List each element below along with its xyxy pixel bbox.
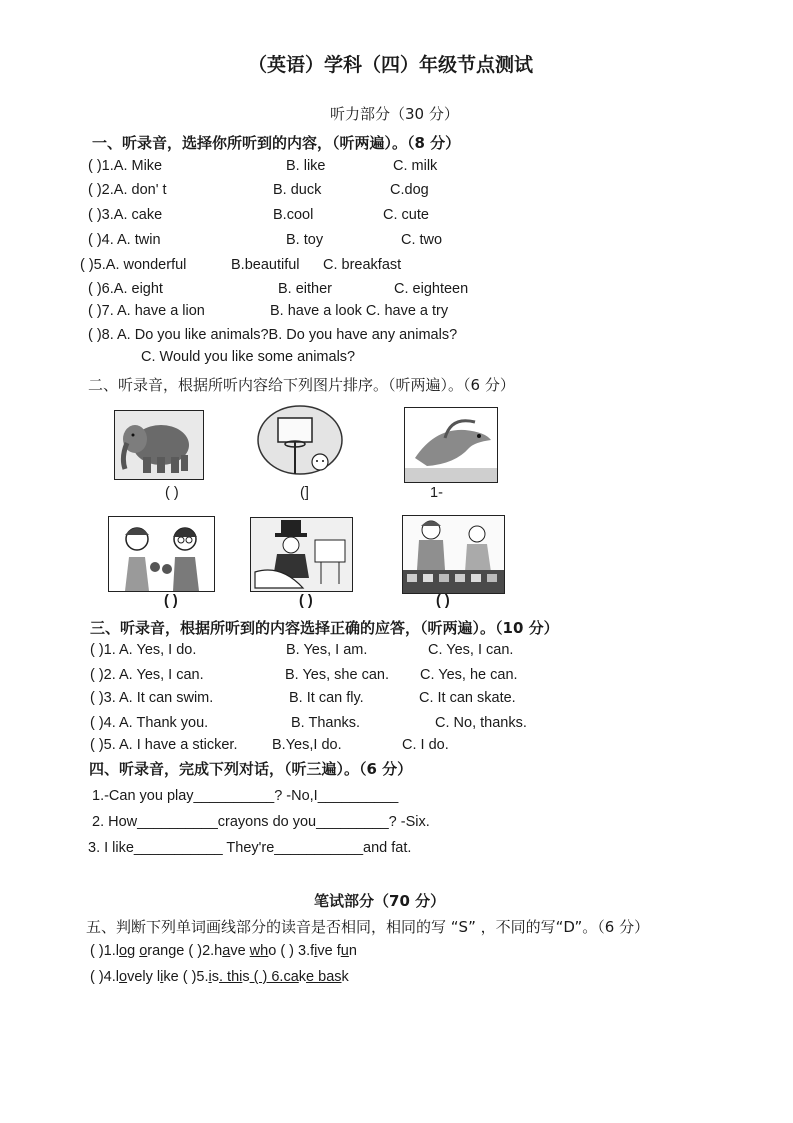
- pic-label-5: ( ): [299, 593, 313, 609]
- s5-l2-t11: ( ) 6.ca: [249, 969, 299, 985]
- s1-q6-b: B. either: [278, 281, 332, 297]
- s5-l2-t3: vely: [127, 969, 157, 985]
- s1-q8-b: C. Would you like some animals?: [141, 349, 356, 365]
- s1-q2: ( )2.A. don' t: [88, 182, 167, 198]
- s3-q1: ( )1. A. Yes, I do.: [90, 642, 197, 658]
- s3-q4-c: C. No, thanks.: [435, 715, 527, 731]
- s1-q3: ( )3.A. cake: [88, 207, 163, 223]
- s5-l2-t8: s: [211, 969, 219, 985]
- s5-l2-t6: ke ( )5.: [163, 969, 209, 985]
- s3-q3: ( )3. A. It can swim.: [90, 690, 214, 706]
- s5-l1-t15: f: [336, 943, 341, 959]
- s5-l1-t9: w: [249, 943, 261, 959]
- s3-q2: ( )2. A. Yes, I can.: [90, 667, 204, 683]
- pic-label-4: ( ): [164, 593, 178, 609]
- pic-label-3: 1-: [430, 485, 443, 501]
- s5-l1-t13: i: [314, 943, 318, 959]
- written-header: 笔试部分（70 分）: [314, 892, 446, 910]
- s3-q5-b: B.Yes,I do.: [272, 737, 342, 753]
- s1-q6-c: C. eighteen: [394, 281, 469, 297]
- s1-q7-b: B. have a look C. have a try: [270, 303, 449, 319]
- pic-label-1: ( ): [165, 485, 179, 501]
- s1-q3-c: C. cute: [383, 207, 429, 223]
- s5-l1-t5: range ( )2.: [147, 943, 215, 959]
- s5-l1-t7: a: [222, 943, 231, 959]
- s3-q5: ( )5. A. I have a sticker.: [90, 737, 238, 753]
- section-5-heading: 五、判断下列单词画线部分的读音是否相同，相同的写 “S” ，不同的写“D”。（6 分）: [86, 918, 650, 936]
- s3-q3-c: C. It can skate.: [419, 690, 516, 706]
- s5-l2-t9: . thi: [219, 969, 243, 985]
- s1-q5-c: C. breakfast: [323, 257, 402, 273]
- s5-l2-t5: i: [160, 969, 164, 985]
- s5-l1-t1: l: [115, 943, 120, 959]
- s1-q3-b: B.cool: [273, 207, 314, 223]
- s5-l1-t3: g: [127, 943, 140, 959]
- s5-l2-t7: i: [208, 969, 212, 985]
- magician-picture: [250, 517, 353, 592]
- s5-l2-t0: ( )4.: [90, 969, 116, 985]
- s3-q4: ( )4. A. Thank you.: [90, 715, 209, 731]
- s3-q2-b: B. Yes, she can.: [285, 667, 389, 683]
- s5-l2-t10: s: [242, 969, 250, 985]
- s5-l1-t10: h: [260, 943, 269, 959]
- pic-label-6: ( ): [436, 593, 450, 609]
- s5-l1-t0: ( )1.: [90, 943, 116, 959]
- section-2-heading: 二、听录音，根据所听内容给下列图片排序。（听两遍）。（6 分）: [88, 376, 515, 394]
- s5-line-1: [90, 943, 357, 959]
- s1-q4-b: B. toy: [286, 232, 324, 248]
- s1-q1-c: C. milk: [393, 158, 438, 174]
- s3-q1-c: C. Yes, I can.: [428, 642, 514, 658]
- s1-q1: ( )1.A. Mike: [88, 158, 163, 174]
- s5-l1-t11: o ( ) 3.: [268, 943, 311, 959]
- s5-l2-t13: e bas: [306, 969, 342, 985]
- s5-l1-t16: u: [340, 943, 349, 959]
- s5-l2-t14: k: [341, 969, 349, 985]
- s4-line-2: 2. How__________crayons do you_________? -Six.: [92, 814, 430, 830]
- s5-line-2: [90, 969, 349, 985]
- girls-with-flowers-picture: [108, 516, 215, 592]
- shop-picture: [402, 515, 505, 594]
- s4-line-3: 3. I like___________ They're___________and fat.: [88, 840, 412, 856]
- s5-l1-t4: o: [139, 943, 148, 959]
- s5-l2-t12: k: [298, 969, 307, 985]
- s5-l1-t17: n: [348, 943, 357, 959]
- s5-l1-t6: h: [214, 943, 223, 959]
- bird-picture: [404, 407, 498, 483]
- s1-q1-b: B. like: [286, 158, 326, 174]
- listening-header: 听力部分（30 分）: [330, 105, 459, 123]
- s1-q2-b: B. duck: [273, 182, 322, 198]
- s5-l1-t2: o: [119, 943, 128, 959]
- s5-l2-t2: o: [119, 969, 128, 985]
- section-4-heading: 四、听录音，完成下列对话，（听三遍）。（6 分）: [89, 760, 413, 778]
- s1-q4: ( )4. A. twin: [88, 232, 161, 248]
- s5-l2-t1: l: [115, 969, 120, 985]
- elephant-picture: [114, 410, 204, 480]
- s5-l1-t14: ve: [317, 943, 337, 959]
- s3-q4-b: B. Thanks.: [291, 715, 361, 731]
- s3-q2-c: C. Yes, he can.: [420, 667, 518, 683]
- s1-q4-c: C. two: [401, 232, 443, 248]
- s1-q8: ( )8. A. Do you like animals?B. Do you have any animals?: [88, 327, 458, 343]
- s5-l2-t4: l: [156, 969, 161, 985]
- s1-q6: ( )6.A. eight: [88, 281, 163, 297]
- section-3-heading: 三、听录音，根据所听到的内容选择正确的应答，（听两遍）。（10 分）: [90, 619, 559, 637]
- s3-q5-c: C. I do.: [402, 737, 449, 753]
- s3-q1-b: B. Yes, I am.: [286, 642, 368, 658]
- s1-q2-c: C.dog: [390, 182, 429, 198]
- page-title: （英语）学科（四）年级节点测试: [248, 54, 534, 76]
- s5-l1-t12: f: [310, 943, 315, 959]
- s1-q5: ( )5.A. wonderful: [80, 257, 187, 273]
- section-1-heading: 一、听录音，选择你所听到的内容，（听两遍）。（8 分）: [92, 134, 461, 152]
- s4-line-1: 1.-Can you play__________? -No,I__________: [92, 788, 399, 804]
- basketball-hoop-picture: [254, 404, 346, 478]
- s3-q3-b: B. It can fly.: [289, 690, 364, 706]
- s5-l1-t8: ve: [230, 943, 250, 959]
- pic-label-2: (]: [300, 485, 309, 501]
- s1-q7: ( )7. A. have a lion: [88, 303, 205, 319]
- s1-q5-b: B.beautiful: [231, 257, 300, 273]
